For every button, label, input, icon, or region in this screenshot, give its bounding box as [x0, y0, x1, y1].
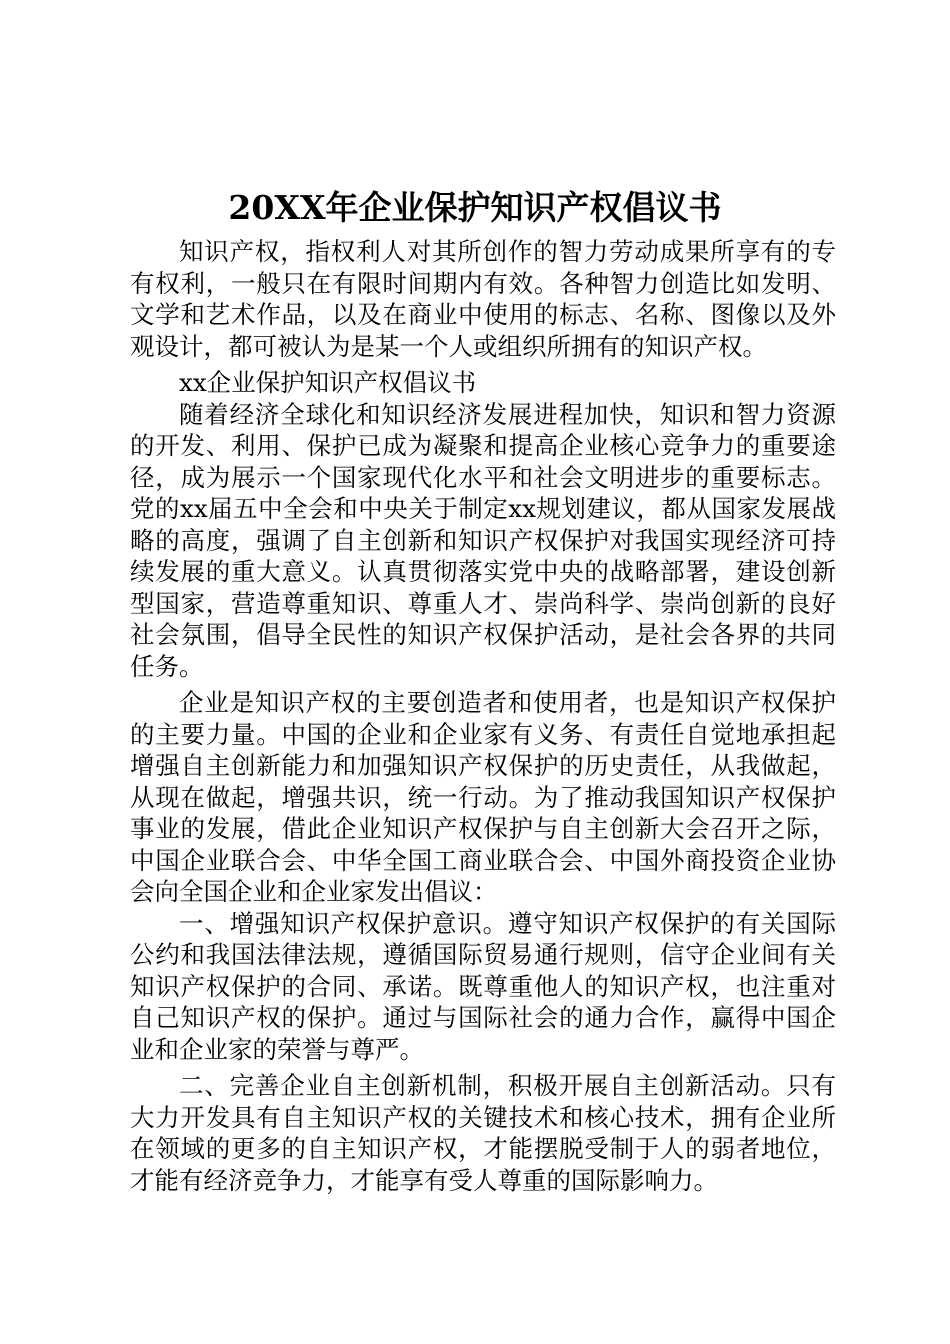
paragraph-subtitle: xx企业保护知识产权倡议书 [179, 368, 477, 397]
paragraph-proposal-1: 一、增强知识产权保护意识。遵守知识产权保护的有关国际公约和我国法律法规，遵循国际贸易通行规则，信守企业间有关知识产权保护的合同、承诺。既尊重他人的知识产权，也注重对自己知识产权的保护。通过与国际社会的通力合作，赢得中国企业和企业家的荣誉与尊严。 [130, 908, 836, 1064]
paragraph-enterprise-role: 企业是知识产权的主要创造者和使用者，也是知识产权保护的主要力量。中国的企业和企业家有义务、有责任自觉地承担起增强自主创新能力和加强知识产权保护的历史责任，从我做起，从现在做起，增强共识，统一行动。为了推动我国知识产权保护事业的发展，借此企业知识产权保护与自主创新大会召开之际，中国企业联合会、中华全国工商业联合会、中国外商投资企业协会向全国企业和企业家发出倡议： [130, 688, 836, 906]
paragraph-intro: 知识产权，指权利人对其所创作的智力劳动成果所享有的专有权利，一般只在有限时间期内有效。各种智力创造比如发明、文学和艺术作品，以及在商业中使用的标志、名称、图像以及外观设计，都可被认为是某一个人或组织所拥有的知识产权。 [130, 237, 836, 361]
document-title: 20XX年企业保护知识产权倡议书 [228, 188, 722, 227]
paragraph-background: 随着经济全球化和知识经济发展进程加快，知识和智力资源的开发、利用、保护已成为凝聚和提高企业核心竞争力的重要途径，成为展示一个国家现代化水平和社会文明进步的重要标志。党的xx届五中全会和中央关于制定xx规划建议，都从国家发展战略的高度，强调了自主创新和知识产权保护对我国实现经济可持续发展的重大意义。认真贯彻落实党中央的战略部署，建设创新型国家，营造尊重知识、尊重人才、崇尚科学、崇尚创新的良好社会氛围，倡导全民性的知识产权保护活动，是社会各界的共同任务。 [130, 399, 836, 681]
paragraph-proposal-2: 二、完善企业自主创新机制，积极开展自主创新活动。只有大力开发具有自主知识产权的关键技术和核心技术，拥有企业所在领域的更多的自主知识产权，才能摆脱受制于人的弱者地位，才能有经济竞争力，才能享有受人尊重的国际影响力。 [130, 1071, 836, 1195]
document-body [130, 236, 836, 1196]
